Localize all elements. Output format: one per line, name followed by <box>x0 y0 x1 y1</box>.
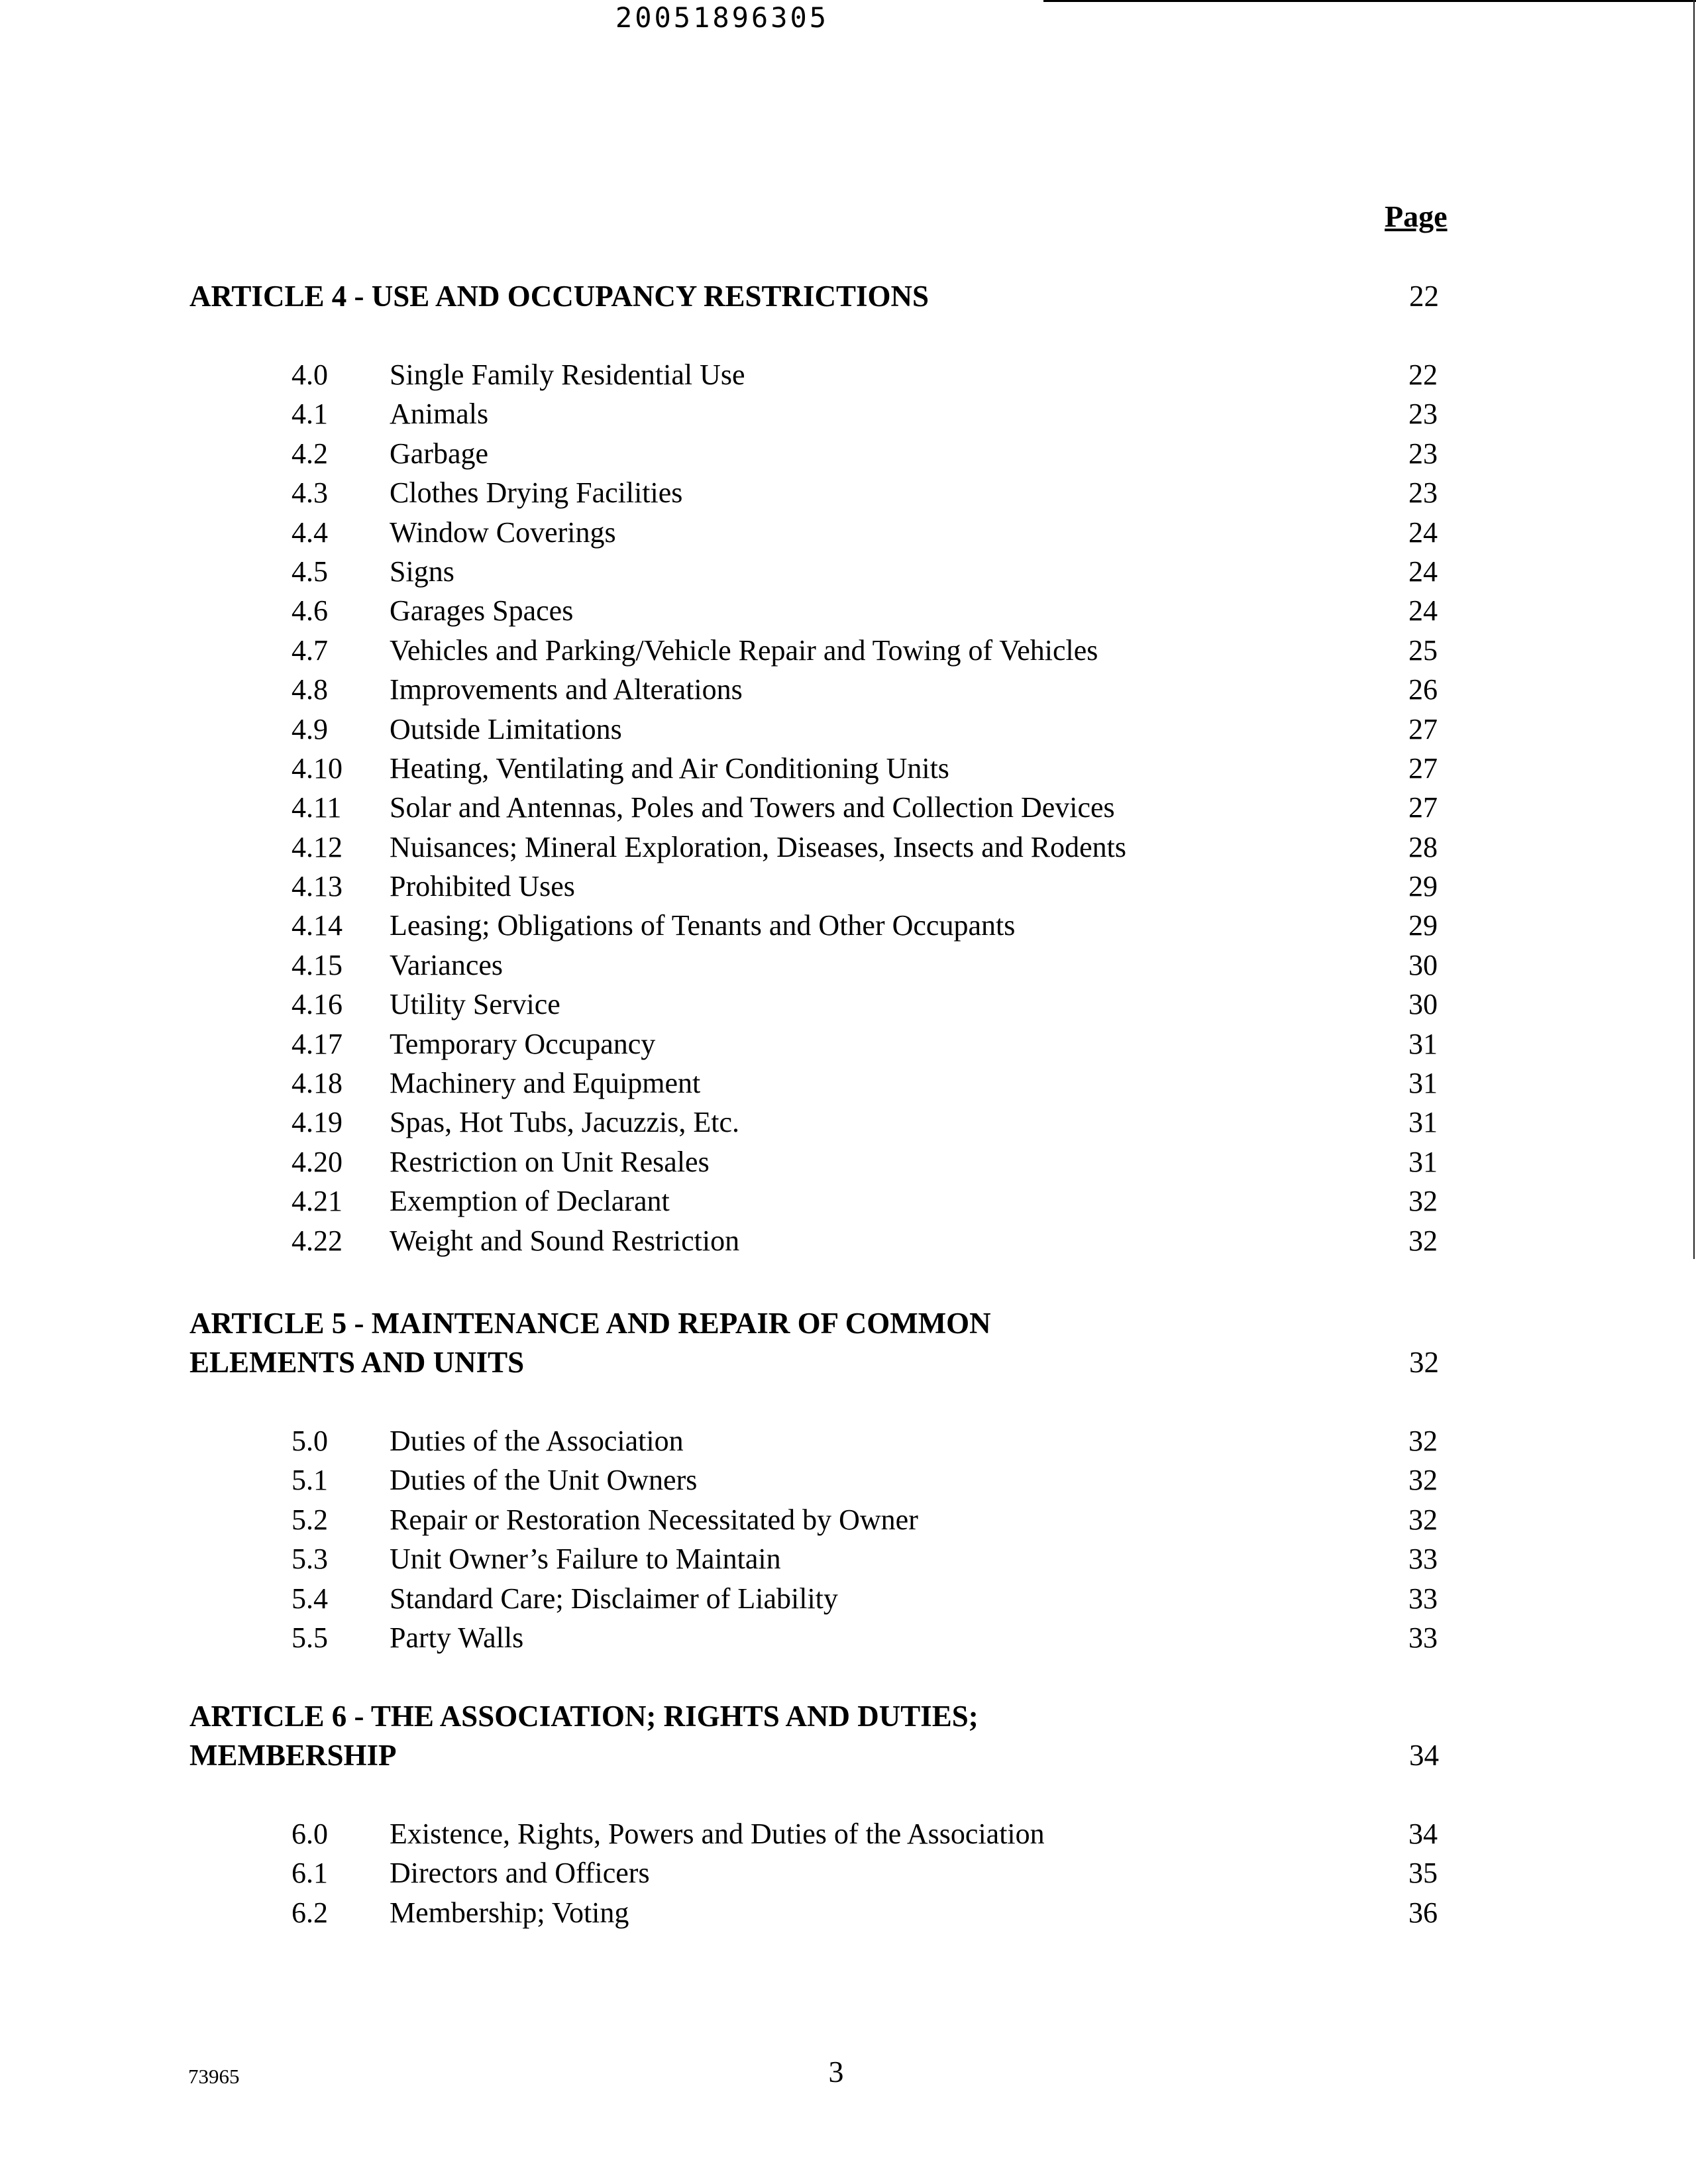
section-number: 4.19 <box>292 1106 343 1139</box>
article-page: 32 <box>1409 1346 1439 1379</box>
section-title: Utility Service <box>390 988 560 1021</box>
section-title: Signs <box>390 555 454 588</box>
section-number: 4.4 <box>292 516 328 549</box>
section-number: 5.5 <box>292 1621 328 1654</box>
footer-page-number: 3 <box>828 2055 844 2089</box>
section-number: 4.17 <box>292 1027 343 1060</box>
section-page: 31 <box>1408 1027 1438 1060</box>
section-page: 32 <box>1408 1224 1438 1257</box>
article-page: 22 <box>1409 280 1439 313</box>
toc-entry <box>0 434 1696 473</box>
section-page: 23 <box>1408 476 1438 510</box>
toc-entry <box>0 828 1696 867</box>
section-title: Unit Owner’s Failure to Maintain <box>390 1543 781 1576</box>
section-page: 24 <box>1408 594 1438 628</box>
document-number: 20051896305 <box>615 1 829 34</box>
section-title: Improvements and Alterations <box>390 673 743 706</box>
toc-entry <box>0 1853 1696 1892</box>
section-number: 4.2 <box>292 437 328 470</box>
section-number: 5.4 <box>292 1582 328 1615</box>
section-title: Garbage <box>390 437 489 470</box>
section-title: Exemption of Declarant <box>390 1185 670 1218</box>
toc-entry <box>0 749 1696 788</box>
section-page: 28 <box>1408 830 1438 863</box>
toc-entry <box>0 1024 1696 1064</box>
section-page: 27 <box>1408 751 1438 785</box>
section-number: 4.12 <box>292 830 343 863</box>
article-title-line-1: ARTICLE 5 - MAINTENANCE AND REPAIR OF COMMON <box>189 1307 991 1340</box>
section-title: Directors and Officers <box>390 1857 650 1890</box>
section-number: 4.11 <box>292 791 342 824</box>
toc-entry <box>0 1460 1696 1500</box>
section-page: 27 <box>1408 712 1438 745</box>
section-page: 25 <box>1408 633 1438 667</box>
toc-entry <box>0 867 1696 906</box>
toc-entry <box>0 631 1696 670</box>
toc-entry <box>0 473 1696 512</box>
section-title: Garages Spaces <box>390 594 574 628</box>
section-page: 34 <box>1408 1818 1438 1850</box>
section-page: 26 <box>1408 673 1438 706</box>
section-page: 22 <box>1408 358 1438 391</box>
section-number: 4.18 <box>292 1067 343 1100</box>
toc-entry <box>0 710 1696 749</box>
section-page: 33 <box>1408 1621 1438 1654</box>
section-number: 6.0 <box>292 1818 328 1850</box>
article-6-sections <box>0 1814 1696 1932</box>
section-number: 4.16 <box>292 988 343 1021</box>
toc-entry <box>0 788 1696 827</box>
toc-entry <box>0 1814 1696 1853</box>
article-4-heading <box>189 277 1448 316</box>
toc-entry <box>0 906 1696 945</box>
section-number: 4.1 <box>292 398 328 431</box>
section-page: 35 <box>1408 1857 1438 1890</box>
section-title: Membership; Voting <box>390 1896 629 1929</box>
section-page: 23 <box>1408 437 1438 470</box>
section-page: 31 <box>1408 1067 1438 1100</box>
section-number: 4.14 <box>292 909 343 942</box>
article-title-line-1: ARTICLE 6 - THE ASSOCIATION; RIGHTS AND DUTIES; <box>189 1700 979 1733</box>
toc-entry <box>0 552 1696 591</box>
toc-entry <box>0 1618 1696 1657</box>
section-title: Machinery and Equipment <box>390 1067 701 1100</box>
section-title: Solar and Antennas, Poles and Towers and Collection Devices <box>390 791 1115 824</box>
article-4-sections <box>0 355 1696 1260</box>
toc-entry <box>0 1181 1696 1221</box>
section-page: 32 <box>1408 1503 1438 1536</box>
section-number: 4.8 <box>292 673 328 706</box>
section-number: 4.10 <box>292 751 343 785</box>
section-page: 33 <box>1408 1582 1438 1615</box>
section-page: 31 <box>1408 1145 1438 1178</box>
section-title: Spas, Hot Tubs, Jacuzzis, Etc. <box>390 1106 739 1139</box>
article-title: ARTICLE 4 - USE AND OCCUPANCY RESTRICTIONS <box>189 280 929 313</box>
section-number: 5.0 <box>292 1425 328 1457</box>
section-number: 4.21 <box>292 1185 343 1218</box>
section-title: Weight and Sound Restriction <box>390 1224 740 1257</box>
article-title-line-2: ELEMENTS AND UNITS <box>189 1346 525 1379</box>
section-title: Duties of the Unit Owners <box>390 1464 698 1497</box>
section-title: Nuisances; Mineral Exploration, Diseases, Insects and Rodents <box>390 830 1126 863</box>
section-number: 5.2 <box>292 1503 328 1536</box>
section-page: 36 <box>1408 1896 1438 1929</box>
section-number: 4.0 <box>292 358 328 391</box>
article-title-line-2: MEMBERSHIP <box>189 1739 397 1772</box>
section-number: 4.20 <box>292 1145 343 1178</box>
toc-entry <box>0 1500 1696 1539</box>
section-number: 4.5 <box>292 555 328 588</box>
toc-entry <box>0 355 1696 394</box>
toc-entry <box>0 985 1696 1024</box>
section-title: Window Coverings <box>390 516 616 549</box>
section-page: 30 <box>1408 948 1438 981</box>
section-page: 29 <box>1408 909 1438 942</box>
section-title: Outside Limitations <box>390 712 622 745</box>
section-page: 32 <box>1408 1464 1438 1497</box>
section-title: Heating, Ventilating and Air Conditioning Units <box>390 751 949 785</box>
footer-document-code: 73965 <box>188 2065 240 2088</box>
section-page: 33 <box>1408 1543 1438 1576</box>
section-title: Restriction on Unit Resales <box>390 1145 710 1178</box>
section-number: 5.1 <box>292 1464 328 1497</box>
section-number: 4.15 <box>292 948 343 981</box>
article-5-heading <box>189 1304 1448 1382</box>
section-page: 24 <box>1408 555 1438 588</box>
toc-entry <box>0 1893 1696 1932</box>
section-page: 24 <box>1408 516 1438 549</box>
section-title: Party Walls <box>390 1621 524 1654</box>
section-title: Existence, Rights, Powers and Duties of the Association <box>390 1818 1045 1850</box>
section-number: 4.7 <box>292 633 328 667</box>
toc-entry <box>0 394 1696 433</box>
section-number: 4.3 <box>292 476 328 510</box>
section-title: Leasing; Obligations of Tenants and Other Occupants <box>390 909 1016 942</box>
section-title: Clothes Drying Facilities <box>390 476 683 510</box>
toc-entry <box>0 1579 1696 1618</box>
section-number: 6.2 <box>292 1896 328 1929</box>
toc-entry <box>0 1142 1696 1181</box>
section-title: Vehicles and Parking/Vehicle Repair and Towing of Vehicles <box>390 633 1098 667</box>
section-title: Temporary Occupancy <box>390 1027 656 1060</box>
section-title: Repair or Restoration Necessitated by Owner <box>390 1503 918 1536</box>
section-page: 32 <box>1408 1425 1438 1457</box>
section-page: 31 <box>1408 1106 1438 1139</box>
toc-entry <box>0 513 1696 552</box>
toc-entry <box>0 1539 1696 1578</box>
article-6-heading <box>189 1697 1448 1775</box>
section-number: 4.22 <box>292 1224 343 1257</box>
toc-entry <box>0 591 1696 630</box>
section-number: 4.9 <box>292 712 328 745</box>
section-page: 29 <box>1408 870 1438 903</box>
toc-entry <box>0 1221 1696 1260</box>
section-page: 32 <box>1408 1185 1438 1218</box>
section-title: Animals <box>390 398 489 431</box>
article-5-sections <box>0 1421 1696 1657</box>
page-column-header: Page <box>1385 199 1448 233</box>
section-number: 4.6 <box>292 594 328 628</box>
section-title: Prohibited Uses <box>390 870 575 903</box>
section-number: 6.1 <box>292 1857 328 1890</box>
section-number: 5.3 <box>292 1543 328 1576</box>
section-title: Single Family Residential Use <box>390 358 745 391</box>
section-page: 27 <box>1408 791 1438 824</box>
section-page: 30 <box>1408 988 1438 1021</box>
toc-entry <box>0 946 1696 985</box>
toc-entry <box>0 1421 1696 1460</box>
section-title: Duties of the Association <box>390 1425 684 1457</box>
section-number: 4.13 <box>292 870 343 903</box>
section-title: Standard Care; Disclaimer of Liability <box>390 1582 838 1615</box>
section-title: Variances <box>390 948 504 981</box>
toc-entry <box>0 1064 1696 1103</box>
toc-entry <box>0 1103 1696 1142</box>
article-page: 34 <box>1409 1739 1439 1772</box>
section-page: 23 <box>1408 398 1438 431</box>
toc-entry <box>0 670 1696 709</box>
